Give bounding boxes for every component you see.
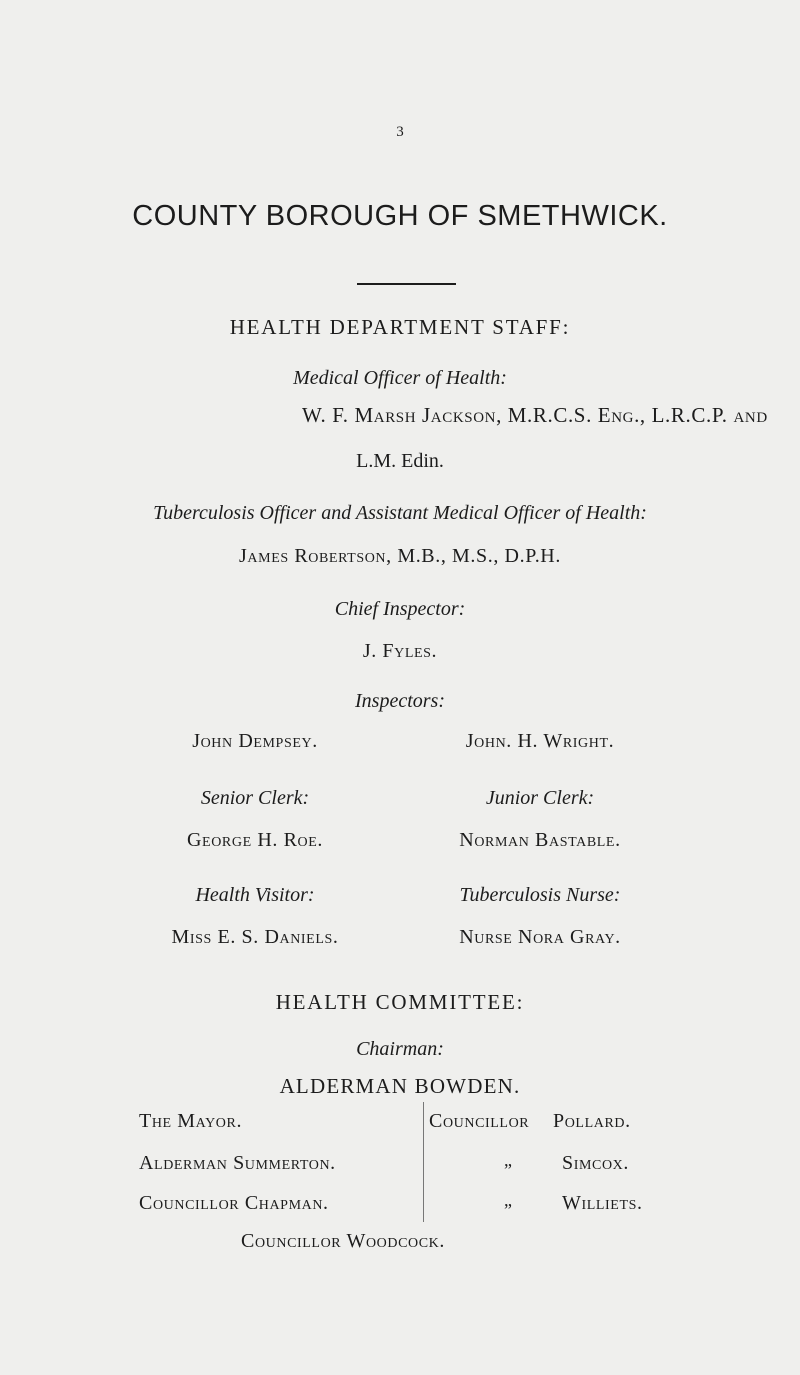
- junior-clerk-name: Norman Bastable.: [459, 829, 621, 851]
- title-rule: [357, 283, 456, 285]
- committee-member: The Mayor.: [139, 1110, 243, 1132]
- staff-heading: HEALTH DEPARTMENT STAFF:: [229, 315, 571, 339]
- committee-member-prefix: Councillor: [429, 1110, 530, 1132]
- moh-name-line2: L.M. Edin.: [356, 450, 444, 472]
- health-visitor-name: Miss E. S. Daniels.: [171, 926, 339, 948]
- inspector-name-2: John. H. Wright.: [465, 730, 615, 752]
- ditto-mark: „: [504, 1150, 513, 1170]
- chairman-role: Chairman:: [356, 1038, 444, 1060]
- committee-member: Simcox.: [562, 1152, 629, 1174]
- page-title: COUNTY BOROUGH OF SMETHWICK.: [132, 200, 668, 232]
- chief-inspector-name: J. Fyles.: [362, 640, 438, 662]
- tb-nurse-role: Tuberculosis Nurse:: [459, 884, 621, 906]
- junior-clerk-role: Junior Clerk:: [485, 787, 595, 809]
- committee-heading: HEALTH COMMITTEE:: [275, 990, 525, 1014]
- tb-nurse-name: Nurse Nora Gray.: [459, 926, 621, 948]
- senior-clerk-role: Senior Clerk:: [200, 787, 310, 809]
- page-number: 3: [396, 124, 404, 140]
- inspectors-role: Inspectors:: [355, 690, 445, 712]
- moh-name-line1: W. F. Marsh Jackson, M.R.C.S. Eng., L.R.C.P. and: [302, 403, 768, 427]
- column-divider: [423, 1102, 424, 1222]
- committee-member: Councillor Chapman.: [139, 1192, 329, 1214]
- committee-member: Pollard.: [553, 1110, 631, 1132]
- tb-officer-role: Tuberculosis Officer and Assistant Medical Officer of Health:: [153, 502, 647, 524]
- moh-role: Medical Officer of Health:: [293, 367, 507, 389]
- committee-member: Councillor Woodcock.: [241, 1230, 445, 1252]
- committee-member: Alderman Summerton.: [139, 1152, 336, 1174]
- chairman-name: ALDERMAN BOWDEN.: [279, 1074, 521, 1098]
- tb-officer-name: James Robertson, M.B., M.S., D.P.H.: [239, 545, 561, 567]
- senior-clerk-name: George H. Roe.: [187, 829, 323, 851]
- chief-inspector-role: Chief Inspector:: [334, 598, 466, 620]
- ditto-mark: „: [504, 1190, 513, 1210]
- committee-member: Williets.: [562, 1192, 643, 1214]
- inspector-name-1: John Dempsey.: [192, 730, 318, 752]
- health-visitor-role: Health Visitor:: [195, 884, 315, 906]
